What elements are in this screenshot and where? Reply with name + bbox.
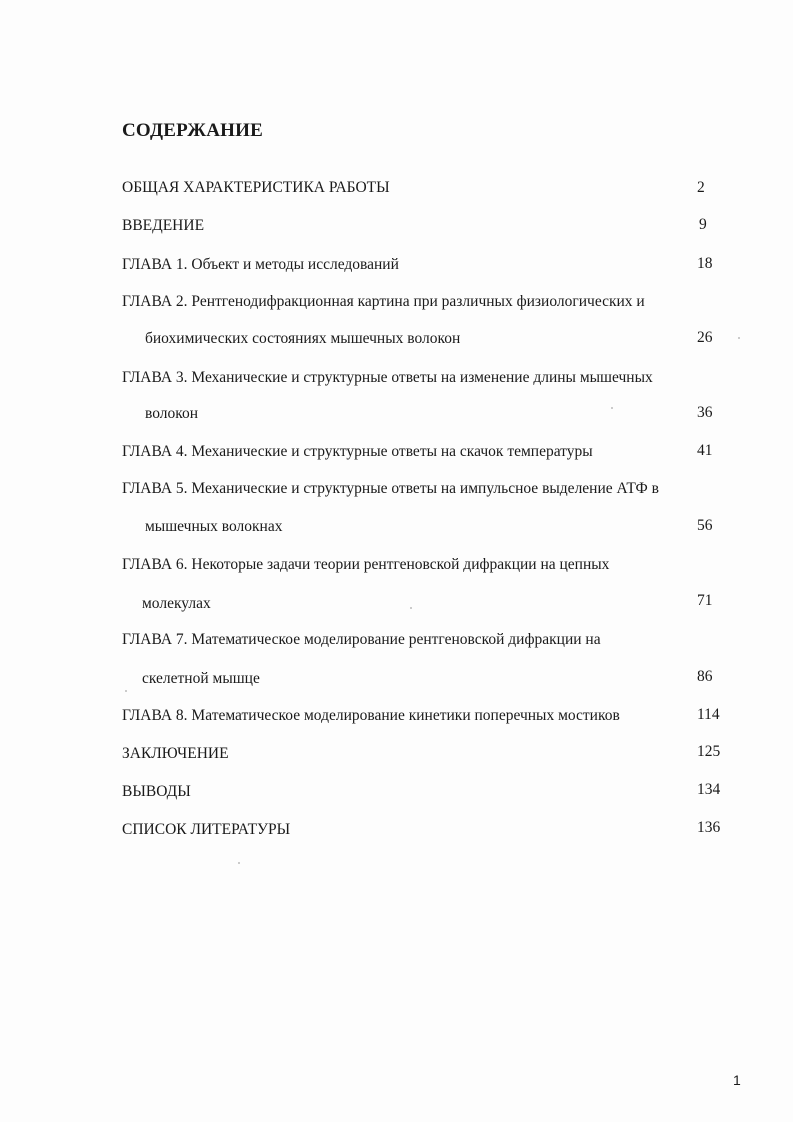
toc-page-ref: 56 xyxy=(697,517,713,534)
toc-page-ref: 2 xyxy=(697,179,705,196)
toc-entry-findings: ВЫВОДЫ xyxy=(122,783,191,800)
toc-page-ref: 125 xyxy=(697,743,721,760)
toc-entry-general-characteristics: ОБЩАЯ ХАРАКТЕРИСТИКА РАБОТЫ xyxy=(122,179,390,196)
scan-speck xyxy=(738,337,740,339)
toc-entry-chapter-8: ГЛАВА 8. Математическое моделирование кинетики поперечных мостиков xyxy=(122,707,620,724)
toc-entry-chapter-7-continuation: скелетной мышце xyxy=(142,670,260,687)
scan-speck xyxy=(125,690,127,692)
toc-entry-chapter-3: ГЛАВА 3. Механические и структурные ответы на изменение длины мышечных xyxy=(122,369,653,386)
toc-page-ref: 36 xyxy=(697,404,713,421)
page-title: СОДЕРЖАНИЕ xyxy=(122,120,263,141)
toc-entry-chapter-5-continuation: мышечных волокнах xyxy=(145,518,283,535)
toc-entry-chapter-6-continuation: молекулах xyxy=(142,595,211,612)
scan-speck xyxy=(611,407,613,409)
page-number: 1 xyxy=(733,1072,741,1088)
toc-entry-chapter-4: ГЛАВА 4. Механические и структурные ответы на скачок температуры xyxy=(122,443,593,460)
toc-page-ref: 134 xyxy=(697,781,721,798)
toc-entry-chapter-5: ГЛАВА 5. Механические и структурные ответы на импульсное выделение АТФ в xyxy=(122,480,659,497)
toc-entry-conclusion: ЗАКЛЮЧЕНИЕ xyxy=(122,745,229,762)
toc-entry-chapter-2: ГЛАВА 2. Рентгенодифракционная картина при различных физиологических и xyxy=(122,293,645,310)
toc-page-ref: 26 xyxy=(697,329,713,346)
toc-page-ref: 114 xyxy=(697,706,720,723)
toc-page-ref: 136 xyxy=(697,819,721,836)
toc-entry-chapter-3-continuation: волокон xyxy=(145,405,199,422)
toc-page-ref: 18 xyxy=(697,255,713,272)
toc-page-ref: 9 xyxy=(699,216,707,233)
toc-entry-chapter-1: ГЛАВА 1. Объект и методы исследований xyxy=(122,256,399,273)
toc-page-ref: 71 xyxy=(697,592,713,609)
toc-entry-introduction: ВВЕДЕНИЕ xyxy=(122,217,205,234)
toc-entry-references: СПИСОК ЛИТЕРАТУРЫ xyxy=(122,821,291,838)
scan-speck xyxy=(238,862,240,864)
toc-entry-chapter-2-continuation: биохимических состояниях мышечных волокон xyxy=(145,330,461,347)
toc-entry-chapter-6: ГЛАВА 6. Некоторые задачи теории рентгеновской дифракции на цепных xyxy=(122,556,610,573)
toc-entry-chapter-7: ГЛАВА 7. Математическое моделирование рентгеновской дифракции на xyxy=(122,631,601,648)
scan-speck xyxy=(410,607,412,609)
toc-page-ref: 86 xyxy=(697,668,713,685)
toc-page-ref: 41 xyxy=(697,442,713,459)
